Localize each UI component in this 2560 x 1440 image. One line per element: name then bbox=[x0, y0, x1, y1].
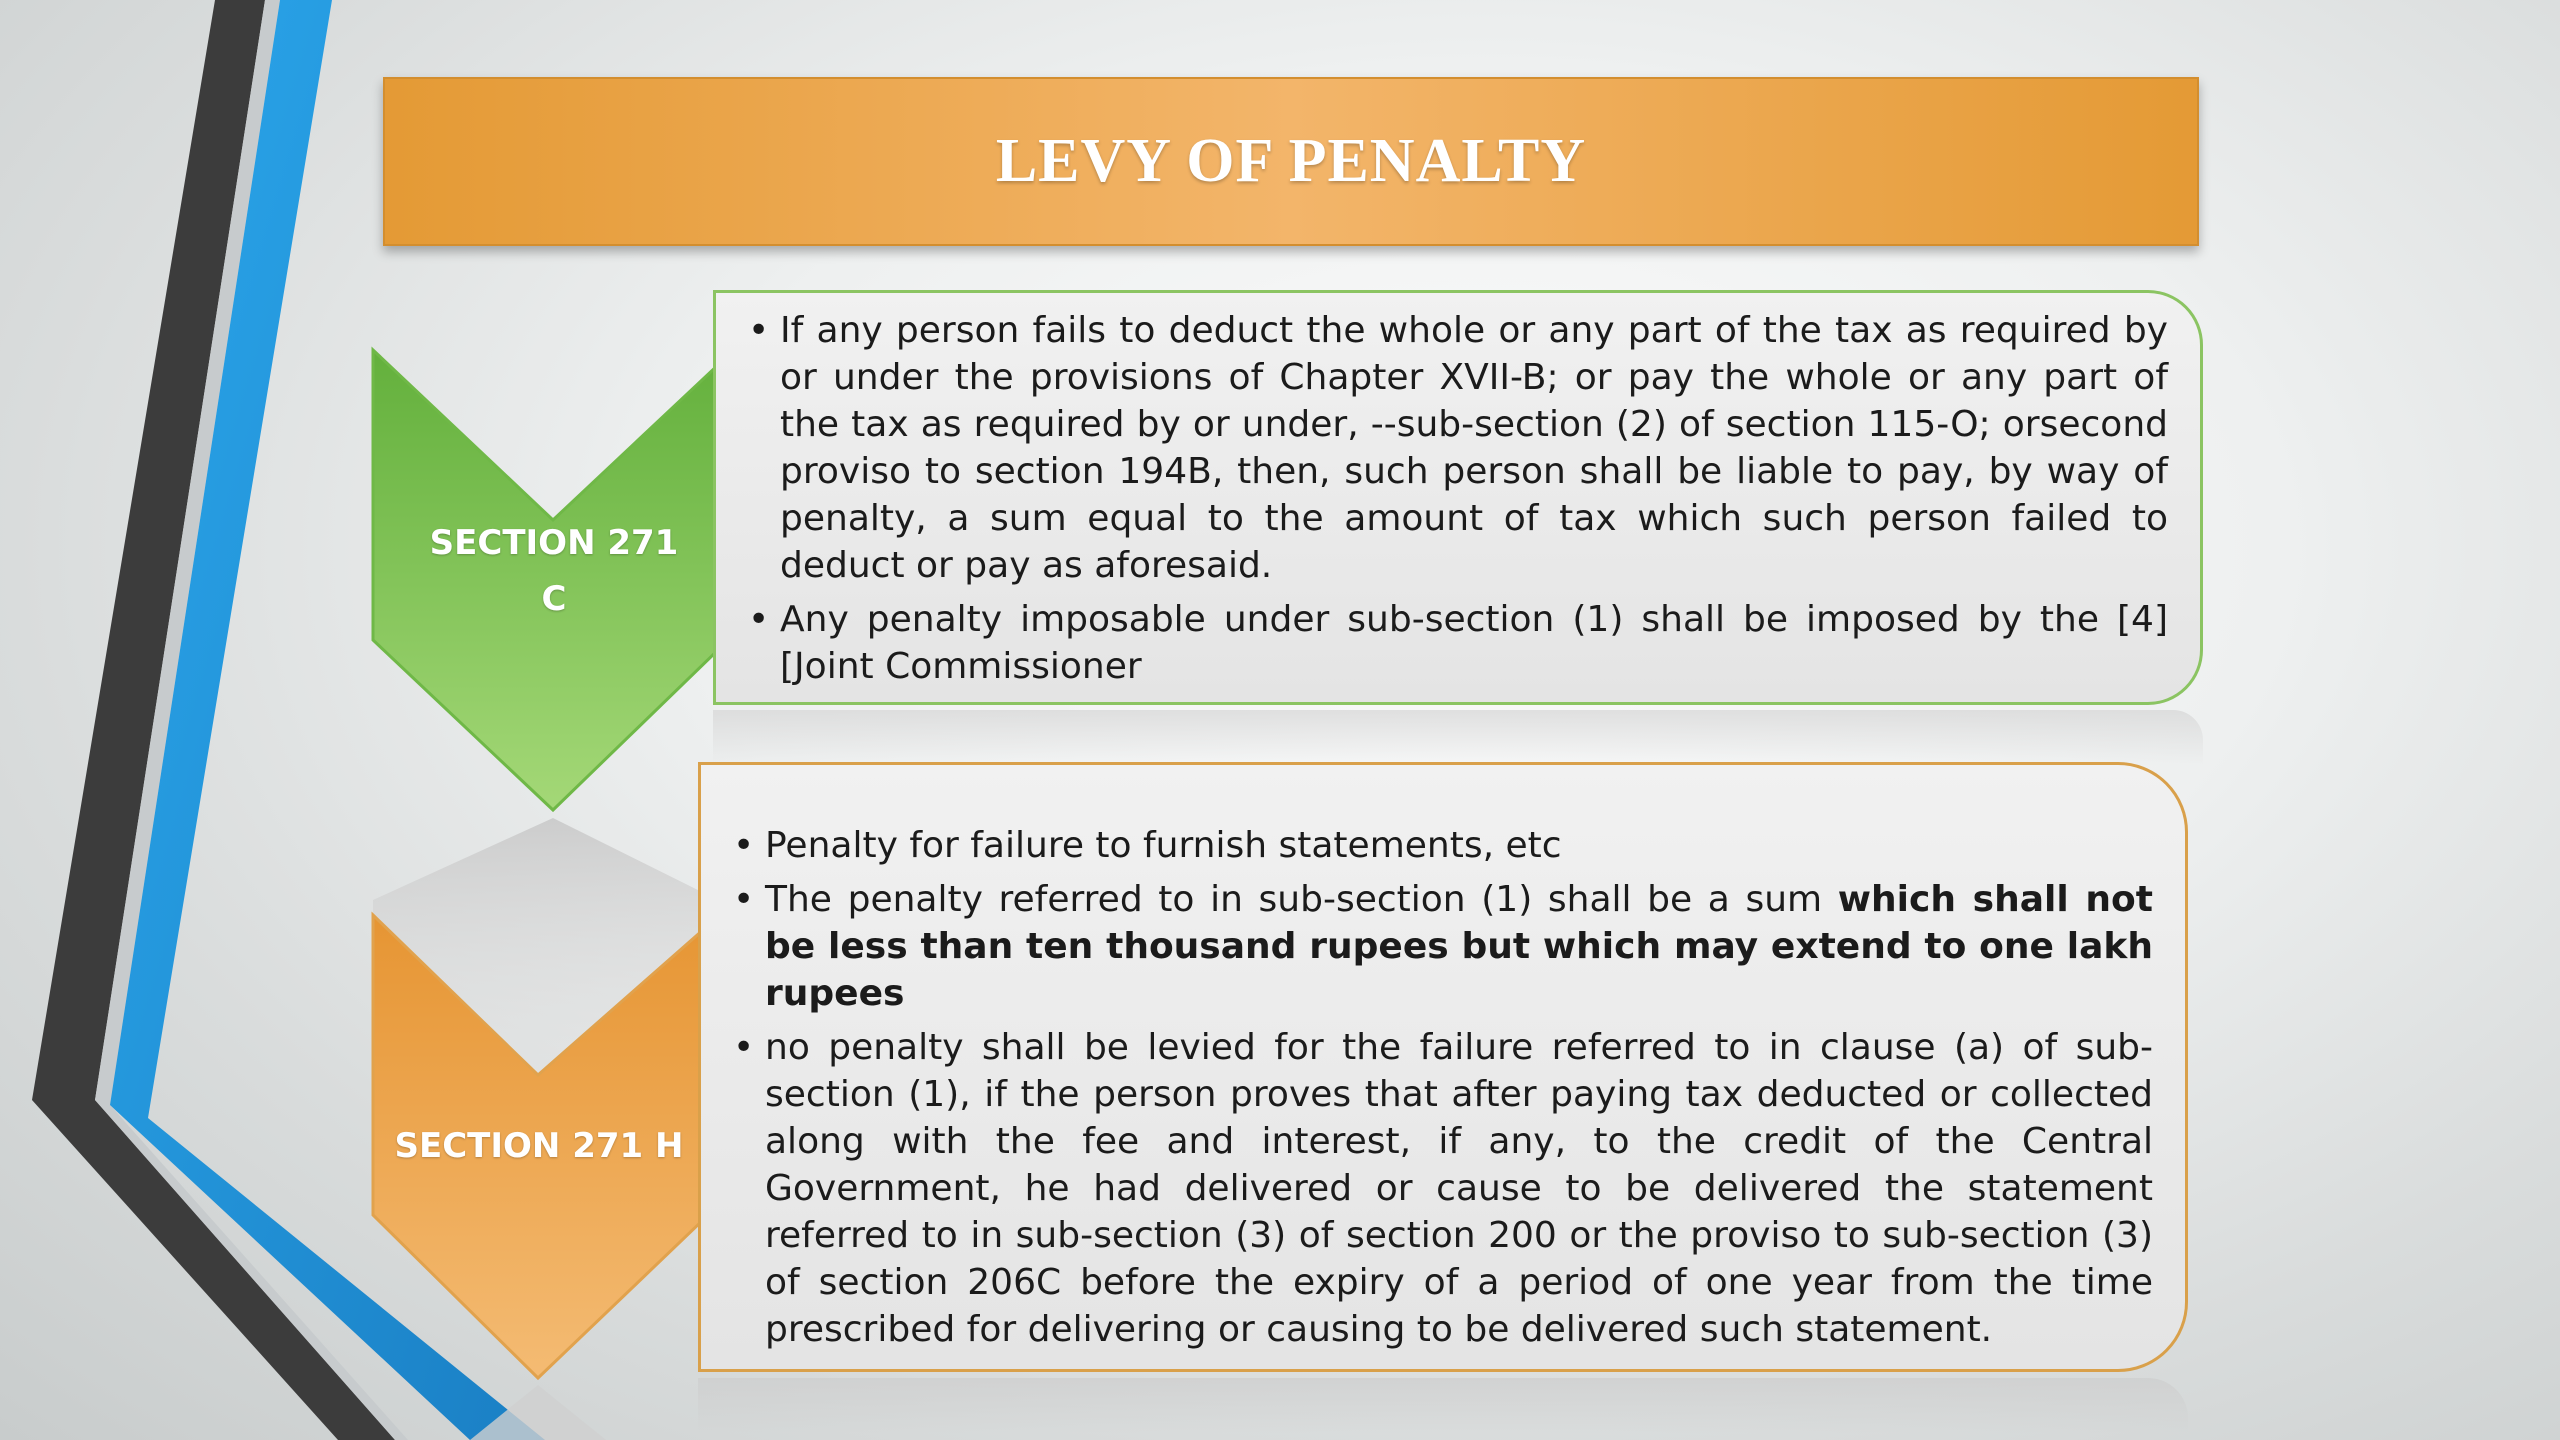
box-reflection bbox=[713, 710, 2203, 765]
section-271h-textbox bbox=[698, 762, 2188, 1372]
slide-title: LEVY OF PENALTY bbox=[995, 127, 1587, 195]
section-271h-bullets bbox=[729, 822, 2153, 1353]
box-reflection bbox=[698, 1378, 2188, 1433]
bullet-icon: • bbox=[733, 1027, 755, 1068]
bullet-text: Any penalty imposable under sub-section (1) shall be imposed by the [4][Joint Commissioner bbox=[780, 599, 2168, 687]
list-item bbox=[729, 822, 2153, 869]
list-item bbox=[729, 876, 2153, 1017]
bullet-text: If any person fails to deduct the whole or any part of the tax as required by or under the provisions of Chapter XVII-B; or pay the whole or any part of the tax as required by or under, --sub-section (2) of section 115-O; orsecond proviso to section 194B, then, such person shall be liable to pay, by way of penalty, a sum equal to the amount of tax which such person failed to deduct or pay as aforesaid. bbox=[780, 310, 2168, 586]
section-271c-label-line1: SECTION 271 bbox=[429, 523, 679, 563]
bullet-text-bold: which shall not be less than ten thousand rupees but which may extend to one lakh rupees bbox=[765, 879, 2153, 1014]
section-271h-label: SECTION 271 H bbox=[394, 1126, 684, 1166]
title-banner bbox=[383, 77, 2199, 246]
bullet-icon: • bbox=[748, 310, 770, 351]
bullet-icon: • bbox=[733, 879, 755, 920]
section-271c-bullets bbox=[744, 307, 2168, 690]
bullet-text-normal: The penalty referred to in sub-section (1) shall be a sum bbox=[765, 879, 1838, 920]
bullet-text: Penalty for failure to furnish statements, etc bbox=[765, 825, 1562, 866]
section-271c-label bbox=[404, 515, 704, 627]
list-item bbox=[744, 596, 2168, 690]
bullet-text bbox=[765, 879, 2153, 1014]
section-271c-label-line2: C bbox=[541, 579, 567, 620]
bullet-icon: • bbox=[748, 599, 770, 640]
list-item bbox=[744, 307, 2168, 589]
section-271c-textbox bbox=[713, 290, 2203, 705]
bullet-text: no penalty shall be levied for the failure referred to in clause (a) of sub-section (1), if the person proves that after paying tax deducted or collected along with the fee and interest, if any, to the credit of the Central Government, he had delivered or cause to be delivered the statement referred to in sub-section (3) of section 200 or the proviso to sub-section (3) of section 206C before the expiry of a period of one year from the time prescribed for delivering or causing to be delivered such statement. bbox=[765, 1027, 2153, 1350]
bullet-icon: • bbox=[733, 825, 755, 866]
list-item bbox=[729, 1024, 2153, 1353]
